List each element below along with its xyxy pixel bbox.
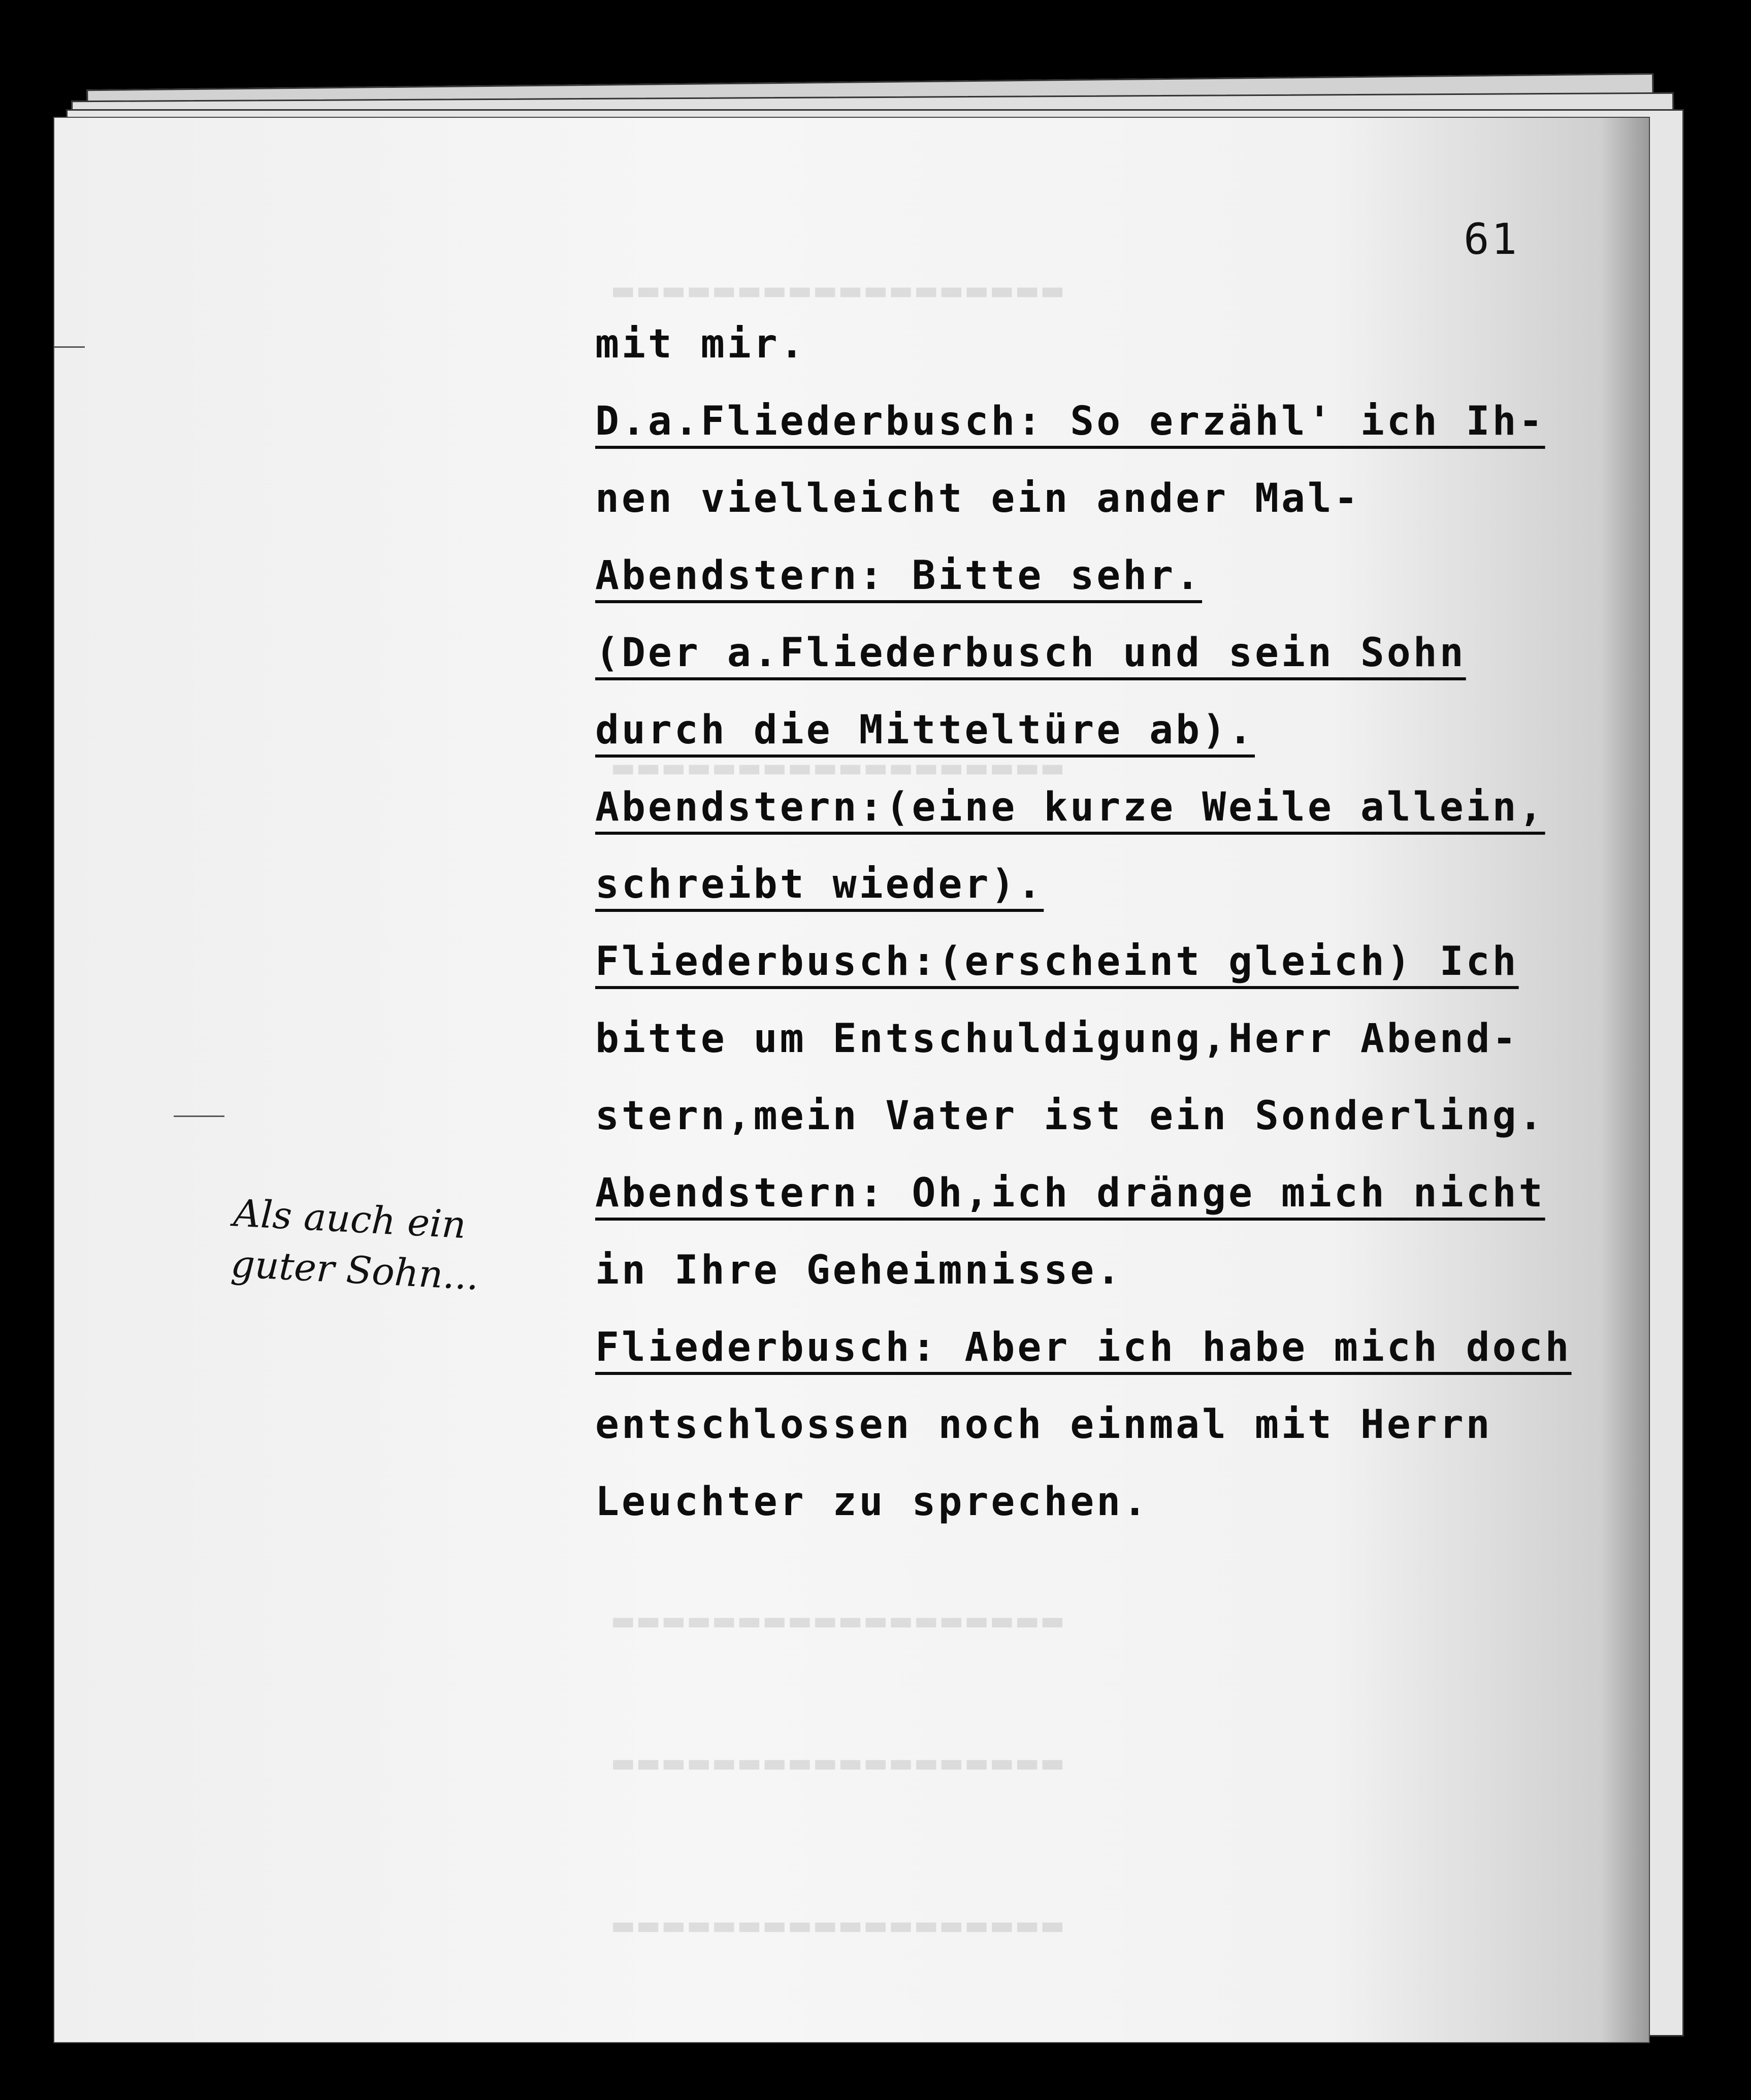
text-line: durch die Mitteltüre ab).	[595, 707, 1255, 753]
text-line: Fliederbusch:(erscheint gleich) Ich	[595, 939, 1519, 985]
margin-mark	[174, 1115, 224, 1117]
text-line: Abendstern:(eine kurze Weile allein,	[595, 784, 1545, 830]
text-line: nen vielleicht ein ander Mal-	[595, 476, 1360, 521]
typescript-page	[53, 117, 1650, 2043]
page-number: 61	[1464, 214, 1519, 264]
text-line: Fliederbusch: Aber ich habe mich doch	[595, 1325, 1572, 1370]
text-line: in Ihre Geheimnisse.	[595, 1248, 1123, 1293]
handwritten-margin-note	[230, 1188, 482, 1302]
text-line: stern,mein Vater ist ein Sonderling.	[595, 1093, 1545, 1139]
text-line: mit mir.	[595, 321, 806, 367]
text-line: Abendstern: Bitte sehr.	[595, 553, 1203, 599]
typed-text	[595, 306, 1636, 1540]
bleed-through: ▬▬▬▬▬▬▬▬▬▬▬▬▬▬▬▬▬▬	[613, 270, 1068, 309]
text-line: Leuchter zu sprechen.	[595, 1479, 1150, 1525]
bleed-through: ▬▬▬▬▬▬▬▬▬▬▬▬▬▬▬▬▬▬	[613, 1743, 1068, 1782]
bleed-through: ▬▬▬▬▬▬▬▬▬▬▬▬▬▬▬▬▬▬	[613, 1905, 1068, 1944]
text-line: entschlossen noch einmal mit Herrn	[595, 1402, 1493, 1448]
bleed-through: ▬▬▬▬▬▬▬▬▬▬▬▬▬▬▬▬▬▬	[613, 747, 1068, 786]
text-line: (Der a.Fliederbusch und sein Sohn	[595, 630, 1466, 676]
text-line: schreibt wieder).	[595, 862, 1044, 907]
margin-note-line: Als auch ein	[232, 1191, 467, 1248]
text-line: Abendstern: Oh,ich dränge mich nicht	[595, 1170, 1545, 1216]
margin-note-line: guter Sohn...	[230, 1242, 480, 1299]
text-line: bitte um Entschuldigung,Herr Abend-	[595, 1016, 1519, 1062]
margin-mark	[54, 346, 85, 348]
bleed-through: ▬▬▬▬▬▬▬▬▬▬▬▬▬▬▬▬▬▬	[613, 1600, 1068, 1639]
text-line: D.a.Fliederbusch: So erzähl' ich Ih-	[595, 399, 1545, 444]
